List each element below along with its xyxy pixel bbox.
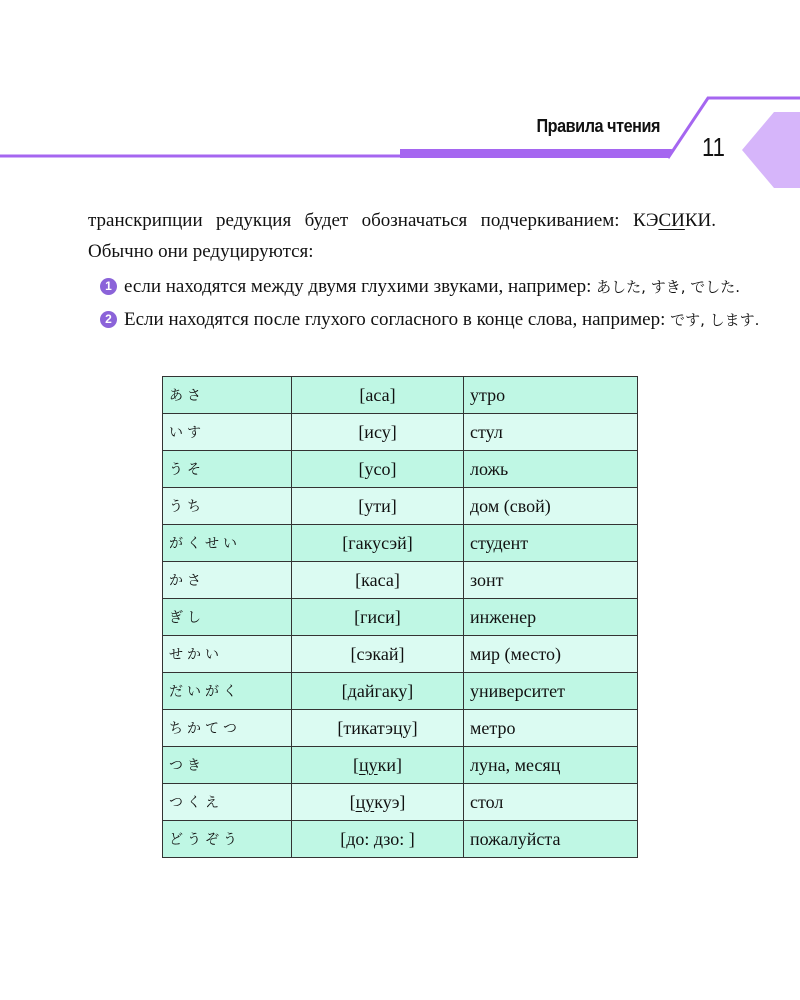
transcription-part: [дайгаку] <box>341 680 414 701</box>
transcription-part: куэ] <box>374 791 406 812</box>
transcription-cell <box>292 673 464 710</box>
kana-cell: うち <box>163 488 292 525</box>
table-row <box>163 784 638 821</box>
rule-text: если находятся между двумя глухими звуками, например: <box>124 276 597 297</box>
table-row <box>163 562 638 599</box>
translation-cell: утро <box>464 377 638 414</box>
table-row <box>163 821 638 858</box>
transcription-part: [ису] <box>358 421 397 442</box>
transcription-cell <box>292 636 464 673</box>
kana-cell: ぎし <box>163 599 292 636</box>
table-row <box>163 488 638 525</box>
transcription-part: [аса] <box>359 384 396 405</box>
kana-cell: せかい <box>163 636 292 673</box>
table-row <box>163 673 638 710</box>
translation-cell: студент <box>464 525 638 562</box>
table-row <box>163 710 638 747</box>
vocabulary-table <box>162 376 638 858</box>
transcription-cell <box>292 488 464 525</box>
translation-cell: мир (место) <box>464 636 638 673</box>
header-bar <box>400 149 672 158</box>
kana-cell: あさ <box>163 377 292 414</box>
kana-cell: つくえ <box>163 784 292 821</box>
transcription-part: [ <box>349 791 356 812</box>
transcription-part: [гиси] <box>354 606 401 627</box>
kana-cell: がくせい <box>163 525 292 562</box>
kana-cell: かさ <box>163 562 292 599</box>
transcription-cell <box>292 451 464 488</box>
intro-paragraph <box>88 205 716 267</box>
kana-cell: どうぞう <box>163 821 292 858</box>
transcription-part: [усо] <box>358 458 397 479</box>
translation-cell: луна, месяц <box>464 747 638 784</box>
transcription-part: [каса] <box>355 569 400 590</box>
reduction-example-underlined: СИ <box>658 210 685 231</box>
table-row <box>163 747 638 784</box>
rule-item-1 <box>100 276 740 298</box>
table-row <box>163 525 638 562</box>
kana-cell: いす <box>163 414 292 451</box>
transcription-cell <box>292 747 464 784</box>
transcription-part: [сэкай] <box>350 643 405 664</box>
translation-cell: инженер <box>464 599 638 636</box>
translation-cell: стол <box>464 784 638 821</box>
transcription-cell <box>292 377 464 414</box>
rule-number-badge: 1 <box>100 278 117 295</box>
transcription-part: ки] <box>377 754 402 775</box>
page-number: 11 <box>702 132 725 162</box>
transcription-part: [тикатэцу] <box>337 717 418 738</box>
kana-cell: うそ <box>163 451 292 488</box>
rule-number-badge: 2 <box>100 311 117 328</box>
table-row <box>163 377 638 414</box>
translation-cell: дом (свой) <box>464 488 638 525</box>
transcription-cell <box>292 784 464 821</box>
intro-text-before: транскрипции редукция будет обозначаться подчеркиванием: КЭ <box>88 210 659 231</box>
table-row <box>163 599 638 636</box>
transcription-cell <box>292 414 464 451</box>
page-tab <box>742 112 800 188</box>
transcription-cell <box>292 821 464 858</box>
table-row <box>163 451 638 488</box>
translation-cell: ложь <box>464 451 638 488</box>
rule-item-2 <box>100 309 759 331</box>
transcription-cell <box>292 562 464 599</box>
transcription-cell <box>292 710 464 747</box>
rule-text: Если находятся после глухого согласного в конце слова, например: <box>124 309 671 330</box>
table-row <box>163 414 638 451</box>
reduced-syllable: цу <box>355 791 375 812</box>
rule-examples: あした, すき, でした. <box>596 278 741 296</box>
transcription-cell <box>292 599 464 636</box>
translation-cell: пожалуйста <box>464 821 638 858</box>
translation-cell: метро <box>464 710 638 747</box>
reduced-syllable: цу <box>358 754 378 775</box>
translation-cell: университет <box>464 673 638 710</box>
kana-cell: ちかてつ <box>163 710 292 747</box>
intro-text-after: КИ. Обычно они редуцируются: <box>88 210 716 262</box>
translation-cell: стул <box>464 414 638 451</box>
rule-examples: です, します. <box>670 311 760 329</box>
kana-cell: つき <box>163 747 292 784</box>
transcription-part: [ <box>352 754 359 775</box>
transcription-cell <box>292 525 464 562</box>
section-title: Правила чтения <box>536 116 660 136</box>
table-row <box>163 636 638 673</box>
transcription-part: [ути] <box>358 495 397 516</box>
kana-cell: だいがく <box>163 673 292 710</box>
transcription-part: [гакусэй] <box>342 532 413 553</box>
header-decoration <box>0 0 800 200</box>
translation-cell: зонт <box>464 562 638 599</box>
transcription-part: [до: дзо: ] <box>340 828 415 849</box>
vocabulary-table-body <box>163 377 638 858</box>
